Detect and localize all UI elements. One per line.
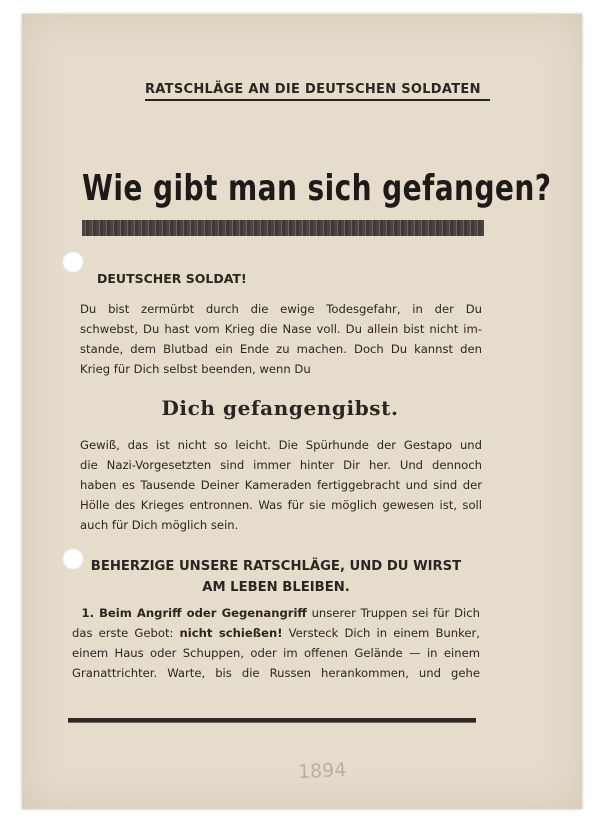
emphasis-line: Dich gefangengibst. [161, 396, 399, 420]
bold-text: 1. Beim Angriff oder Gegenangriff [81, 606, 307, 620]
section-title [76, 556, 476, 598]
paragraph-line: Hölle des Krieges entronnen. Was für sie möglich gewesen ist, soll [80, 498, 482, 512]
leaflet-header: RATSCHLÄGE AN DIE DEUTSCHEN SOLDATEN [145, 82, 490, 101]
bottom-rule [68, 718, 476, 723]
paragraph-line [72, 603, 480, 623]
paragraph-line: auch für Dich möglich sein. [80, 518, 239, 532]
bold-text: nicht schießen! [179, 626, 283, 640]
text-run: Versteck Dich in einem Bunker, [282, 626, 480, 640]
paragraph-line: haben es Tausende Deiner Kameraden fertiggebracht und sind der [80, 478, 482, 492]
paragraph-line: Du bist zermürbt durch die ewige Todesgefahr, in der Du [80, 302, 482, 316]
text-run: unserer Truppen sei für Dich [306, 606, 480, 620]
paragraph-line: die Nazi-Vorgesetzten sind immer hinter Dir her. Und dennoch [80, 458, 482, 472]
paragraph-line: schwebst, Du hast vom Krieg die Nase voll. Du allein bist nicht im- [80, 322, 482, 336]
paragraph-body [80, 435, 482, 535]
punch-hole-top [62, 251, 84, 273]
section-title-line: BEHERZIGE UNSERE RATSCHLÄGE, UND DU WIRST [90, 559, 462, 574]
section-title-line: AM LEBEN BLEIBEN. [202, 580, 350, 595]
headline: Wie gibt man sich gefangen? [82, 168, 552, 209]
paragraph-line: Gewiß, das ist nicht so leicht. Die Spürhunde der Gestapo und [80, 438, 482, 452]
paragraph-advice [72, 603, 480, 683]
headline-underline-bar [82, 220, 484, 236]
paragraph-line: stande, dem Blutbad ein Ende zu machen. Doch Du kannst den [80, 342, 482, 356]
paragraph-intro [80, 299, 482, 379]
address-heading: DEUTSCHER SOLDAT! [97, 271, 247, 286]
paragraph-line: einem Haus oder Schuppen, oder im offenen Gelände — in einem [72, 646, 480, 660]
paragraph-line [72, 623, 480, 643]
paragraph-line: Krieg für Dich selbst beenden, wenn Du [80, 362, 311, 376]
pencil-note: 1894 [297, 758, 347, 784]
paragraph-line: Granattrichter. Warte, bis die Russen herankommen, und gehe [72, 666, 480, 680]
text-run: das erste Gebot: [72, 626, 180, 640]
